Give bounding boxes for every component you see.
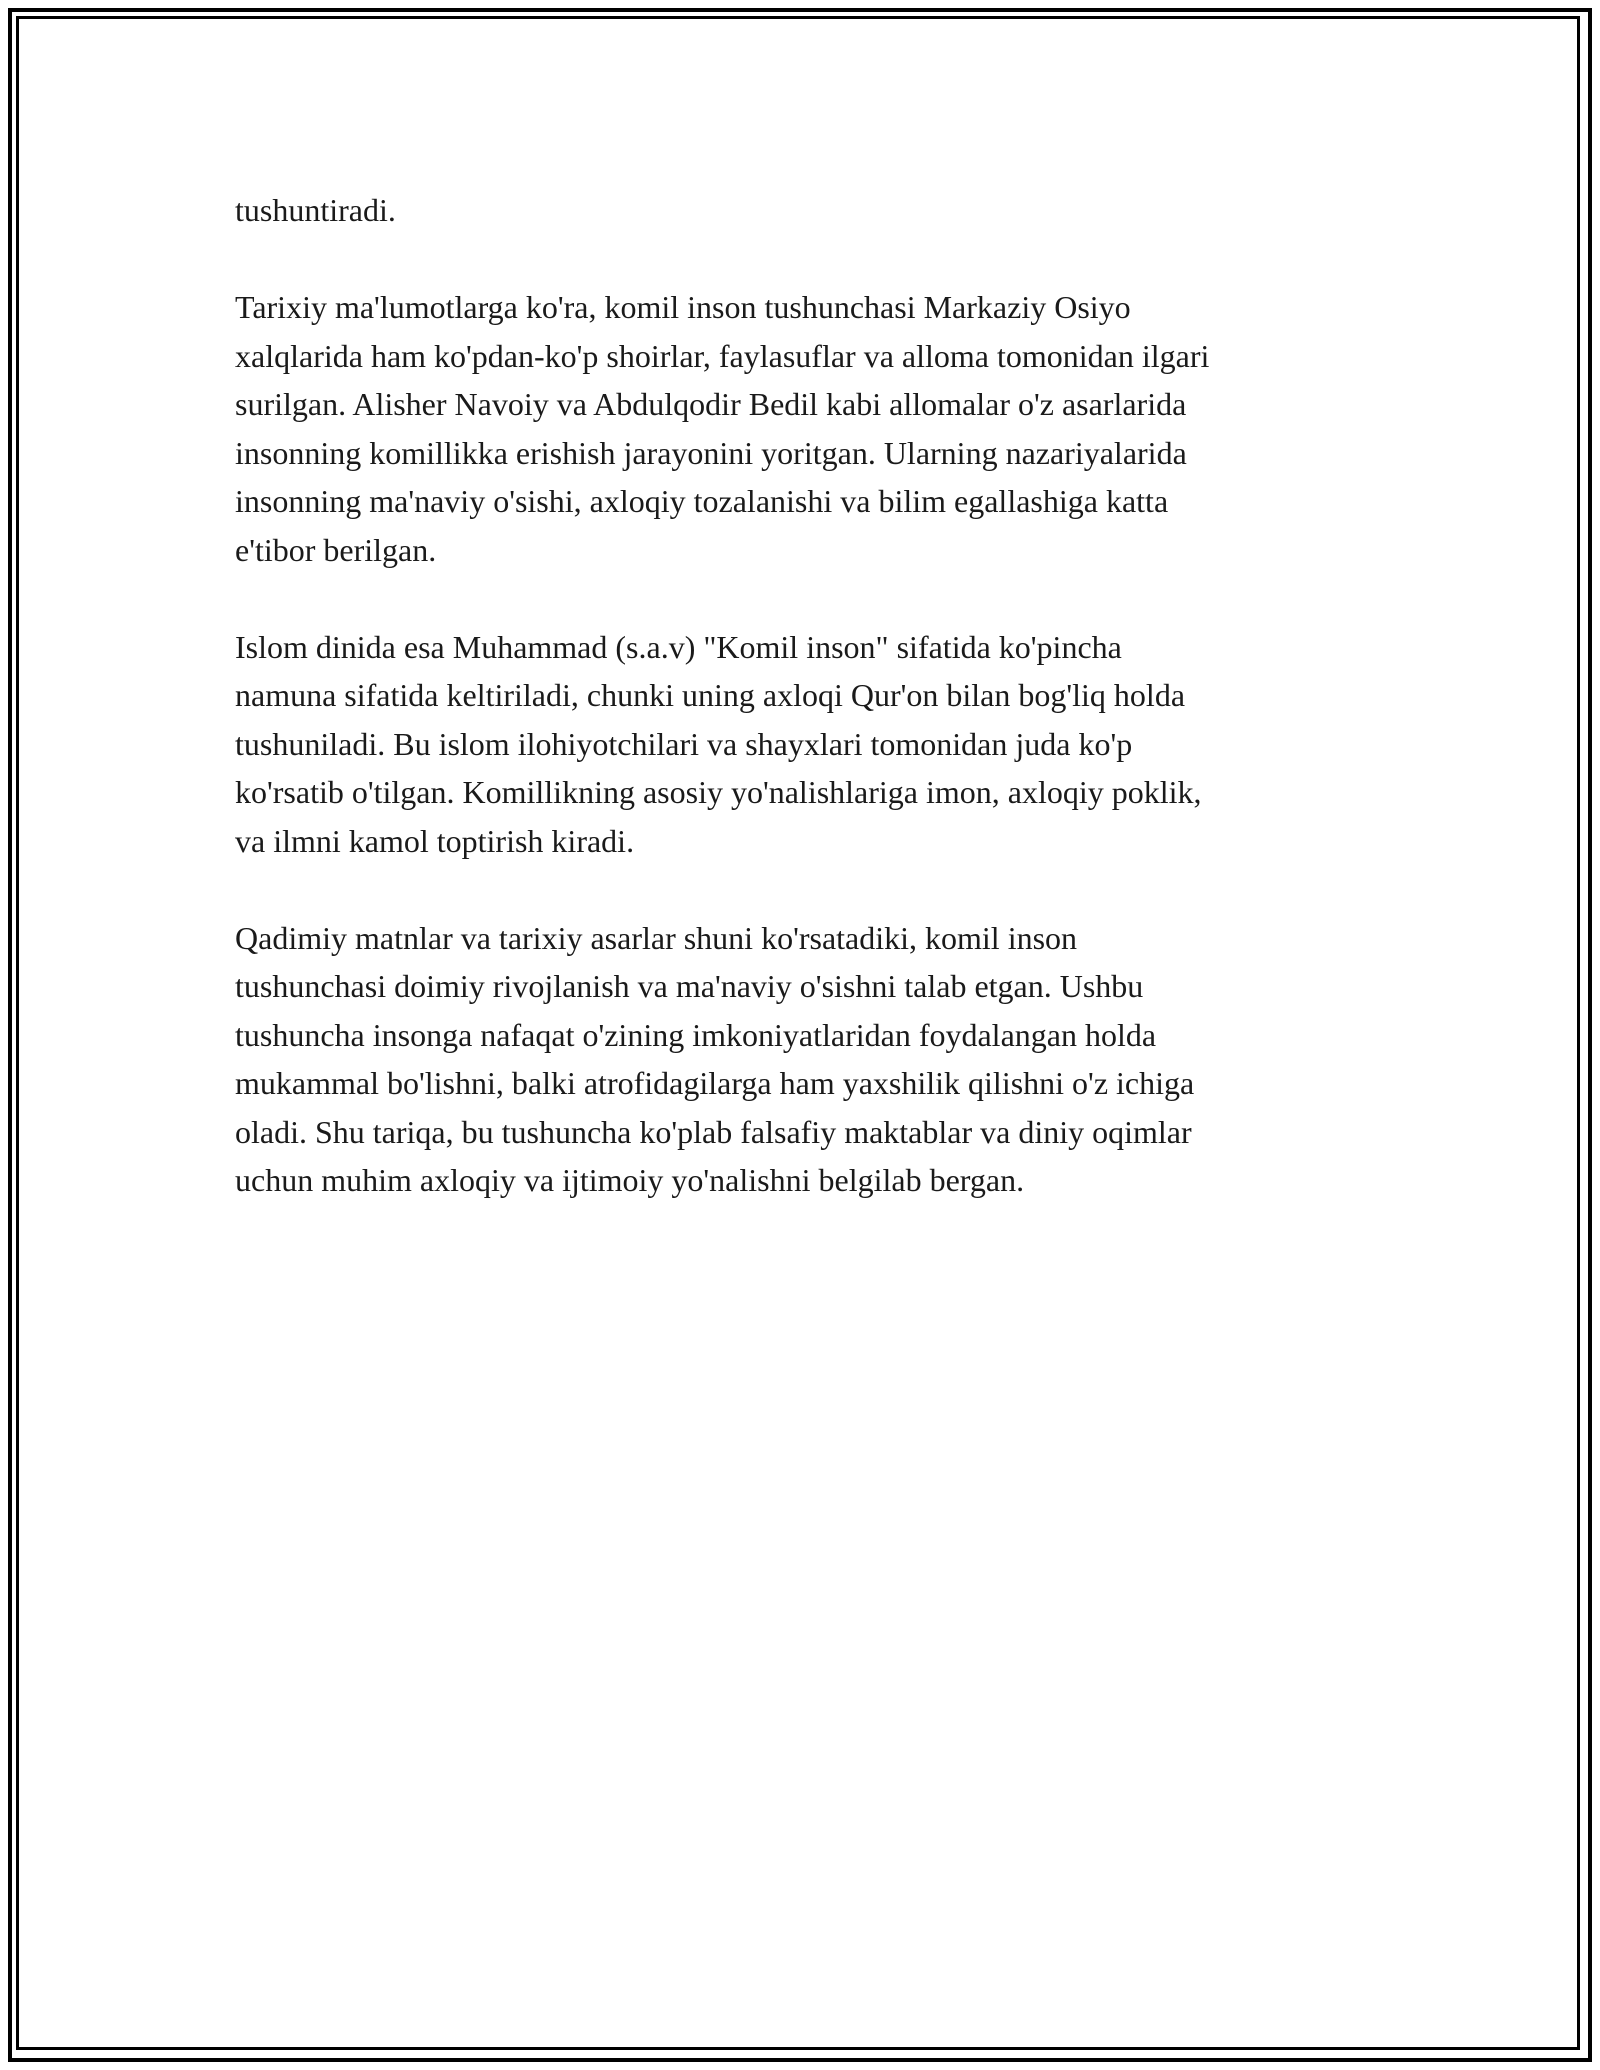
text-line: tushuntiradi.: [235, 192, 396, 228]
paragraph-2: [235, 283, 1365, 574]
text-line: ko'rsatib o'tilgan. Komillikning asosiy yo'nalishlariga imon, axloqiy poklik,: [235, 774, 1202, 810]
text-line: va ilmni kamol toptirish kiradi.: [235, 822, 635, 859]
text-line: tushuniladi. Bu islom ilohiyotchilari va shayxlari tomonidan juda ko'p: [235, 725, 1133, 762]
text-line: Islom dinida esa Muhammad (s.a.v) "Komil inson" sifatida ko'pincha: [235, 628, 1122, 665]
document-body: [235, 186, 1365, 1253]
text-line: uchun muhim axloqiy va ijtimoiy yo'nalishni belgilab bergan.: [235, 1162, 1025, 1198]
text-line: mukammal bo'lishni, balki atrofidagilarga ham yaxshilik qilishni o'z ichiga: [235, 1065, 1195, 1101]
text-line: oladi. Shu tariqa, bu tushuncha ko'plab falsafiy maktablar va diniy oqimlar: [235, 1113, 1192, 1150]
text-line: tushunchasi doimiy rivojlanish va ma'naviy o'sishni talab etgan. Ushbu: [235, 968, 1144, 1004]
text-line: namuna sifatida keltiriladi, chunki uning axloqi Qur'on bilan bog'liq holda: [235, 677, 1186, 713]
text-line: tushuncha insonga nafaqat o'zining imkoniyatlaridan foydalangan holda: [235, 1016, 1157, 1053]
text-line: Tarixiy ma'lumotlarga ko'ra, komil inson tushunchasi Markaziy Osiyo: [235, 289, 1131, 325]
text-line: surilgan. Alisher Navoiy va Abdulqodir Bedil kabi allomalar o'z asarlarida: [235, 386, 1187, 422]
paragraph-1: [235, 186, 1365, 235]
text-line: insonning ma'naviy o'sishi, axloqiy tozalanishi va bilim egallashiga katta: [235, 483, 1169, 519]
paragraph-4: [235, 914, 1365, 1205]
text-line: Qadimiy matnlar va tarixiy asarlar shuni ko'rsatadiki, komil inson: [235, 919, 1078, 956]
text-line: xalqlarida ham ko'pdan-ko'p shoirlar, faylasuflar va alloma tomonidan ilgari: [235, 337, 1210, 374]
paragraph-3: [235, 623, 1365, 866]
text-line: insonning komillikka erishish jarayonini yoritgan. Ularning nazariyalarida: [235, 434, 1187, 471]
text-line: e'tibor berilgan.: [235, 531, 437, 568]
